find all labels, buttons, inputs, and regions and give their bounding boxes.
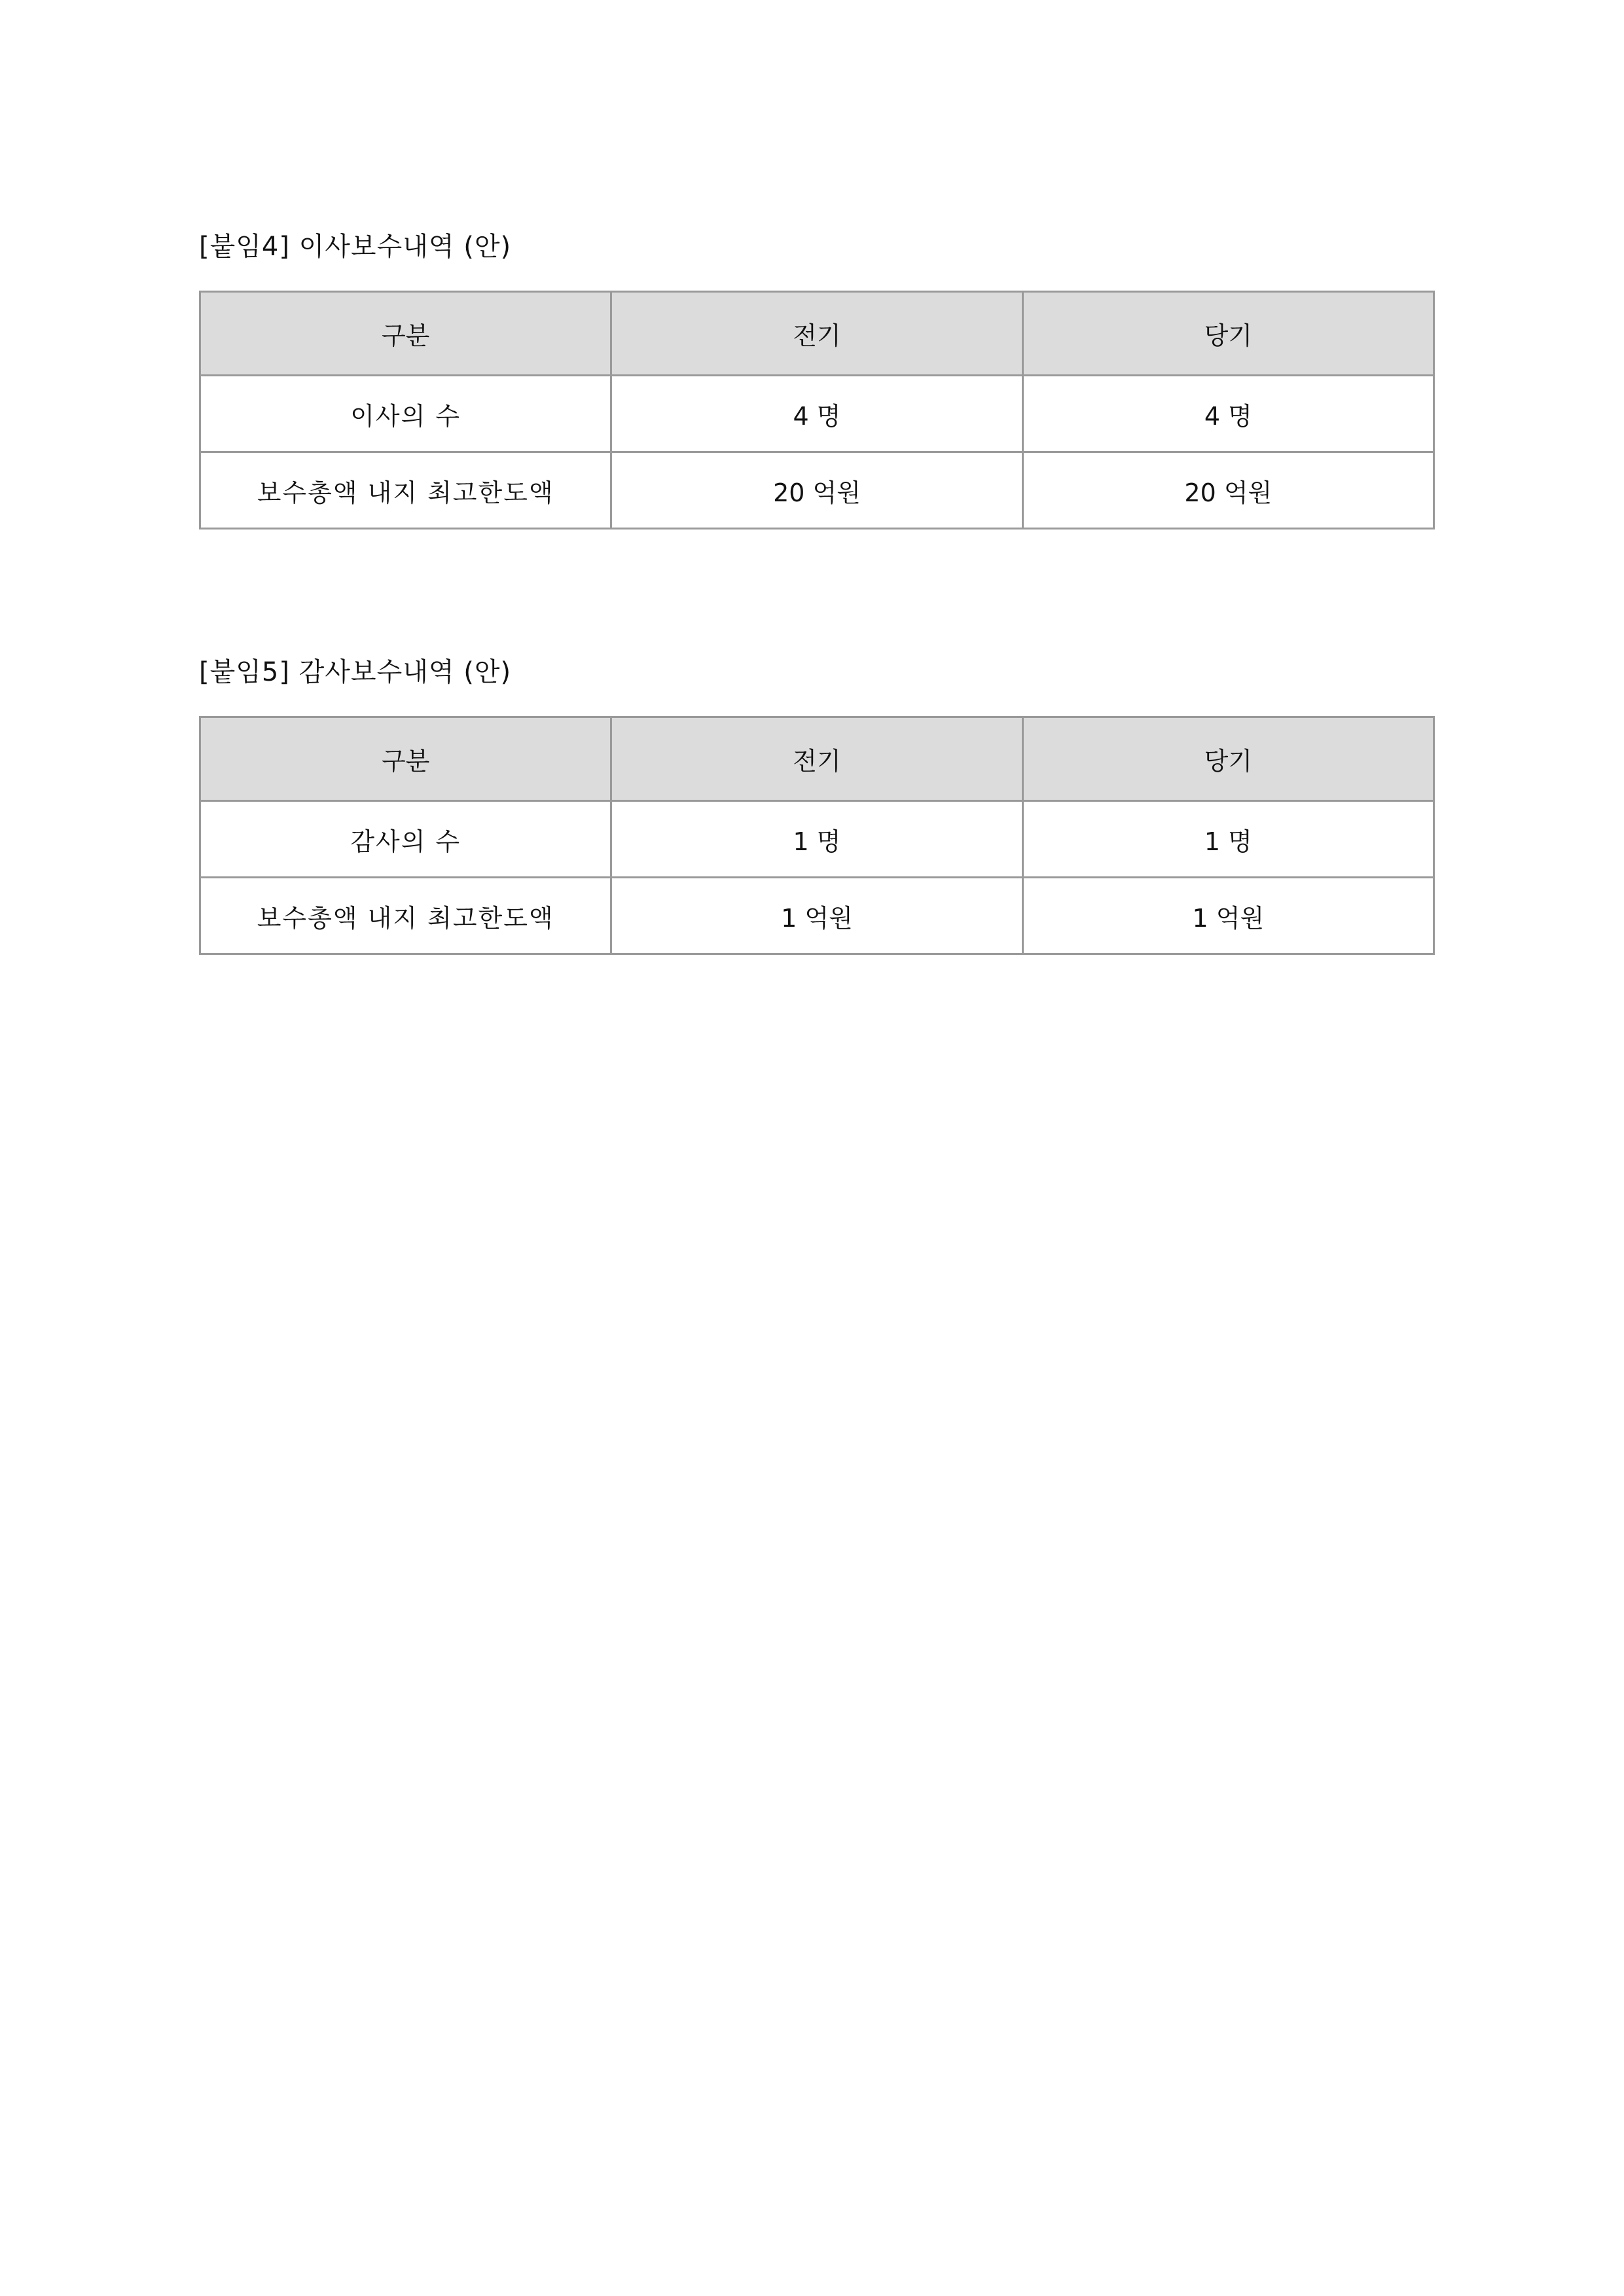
cell-current-auditor-count: 1 명 [1022,801,1434,878]
header-previous-period: 전기 [611,292,1022,376]
table-row [200,376,1434,452]
cell-previous-total-limit: 20 억원 [611,452,1022,529]
row-label-total-limit: 보수총액 내지 최고한도액 [200,878,611,954]
director-remuneration-table [199,291,1435,529]
table-header-row [200,292,1434,376]
row-label-total-limit: 보수총액 내지 최고한도액 [200,452,611,529]
cell-current-director-count: 4 명 [1022,376,1434,452]
attachment-5-title: [붙임5] 감사보수내역 (안) [199,657,512,687]
table-row [200,801,1434,878]
header-category: 구분 [200,717,611,801]
table-row [200,878,1434,954]
cell-previous-director-count: 4 명 [611,376,1022,452]
header-current-period: 당기 [1022,292,1434,376]
cell-previous-auditor-count: 1 명 [611,801,1022,878]
header-previous-period: 전기 [611,717,1022,801]
table-row [200,452,1434,529]
auditor-remuneration-table [199,716,1435,955]
cell-previous-total-limit: 1 억원 [611,878,1022,954]
cell-current-total-limit: 20 억원 [1022,452,1434,529]
row-label-auditor-count: 감사의 수 [200,801,611,878]
header-current-period: 당기 [1022,717,1434,801]
table-header-row [200,717,1434,801]
row-label-director-count: 이사의 수 [200,376,611,452]
cell-current-total-limit: 1 억원 [1022,878,1434,954]
header-category: 구분 [200,292,611,376]
attachment-4-title: [붙임4] 이사보수내역 (안) [199,232,512,262]
